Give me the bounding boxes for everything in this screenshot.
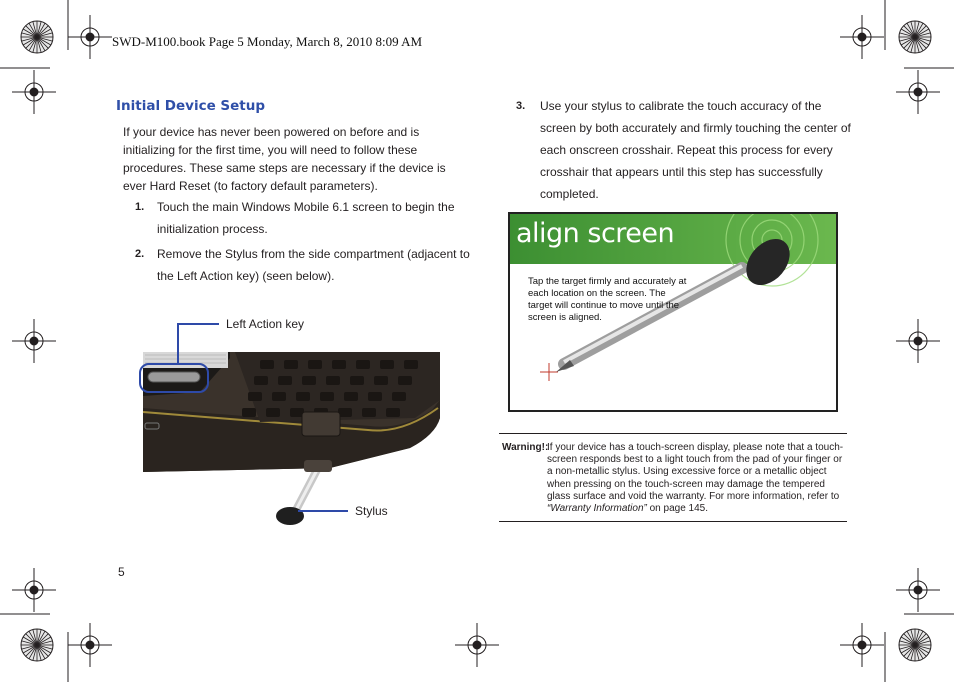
step-line: crosshair that appears until this step has successfully bbox=[540, 165, 823, 179]
step-line: each onscreen crosshair. Repeat this process for every bbox=[540, 143, 833, 157]
step-line: initialization process. bbox=[157, 222, 268, 236]
page-number: 5 bbox=[118, 565, 125, 579]
step-number: 3. bbox=[516, 100, 526, 112]
step-line: the Left Action key) (seen below). bbox=[157, 269, 335, 283]
warning-body: If your device has a touch-screen display, please note that a touch-screen responds best to a light touch from the pad of your finger or a non-metallic stylus. Using excessive force or a metallic object when pressing on the touch-screen may damage the tempered glass surface and void the warranty. For more information, refer to bbox=[547, 442, 844, 502]
warning-box bbox=[499, 433, 847, 522]
step-line: Remove the Stylus from the side compartment (adjacent to bbox=[157, 247, 470, 261]
step-number: 1. bbox=[135, 201, 145, 213]
intro-paragraph: If your device has never been powered on before and is initializing for the first time, you will need to follow these procedures. These same steps are necessary if the device is ever Hard Reset (to factory default parameters). bbox=[123, 125, 446, 193]
warning-reference: “Warranty Information” bbox=[547, 503, 647, 515]
warning-suffix: on page 145. bbox=[646, 503, 709, 515]
left-action-key-label: Left Action key bbox=[226, 317, 305, 331]
step-line: completed. bbox=[540, 187, 599, 201]
step-number: 2. bbox=[135, 248, 145, 260]
section-title: Initial Device Setup bbox=[116, 98, 266, 114]
step-line: Touch the main Windows Mobile 6.1 screen to begin the bbox=[157, 200, 455, 214]
step-line: Use your stylus to calibrate the touch accuracy of the bbox=[540, 99, 822, 113]
screen-instructions: Tap the target firmly and accurately at each location on the screen. The target will continue to move until the screen is aligned. bbox=[528, 276, 687, 323]
step-line: screen by both accurately and firmly touching the center of bbox=[540, 121, 851, 135]
warning-label: Warning!: bbox=[502, 442, 549, 453]
screen-title: align screen bbox=[516, 218, 675, 249]
print-header: SWD-M100.book Page 5 Monday, March 8, 2010 8:09 AM bbox=[112, 34, 423, 49]
stylus-label: Stylus bbox=[355, 504, 388, 518]
step-3 bbox=[516, 95, 851, 207]
align-screen-figure bbox=[508, 212, 838, 412]
warning-text bbox=[547, 442, 847, 515]
